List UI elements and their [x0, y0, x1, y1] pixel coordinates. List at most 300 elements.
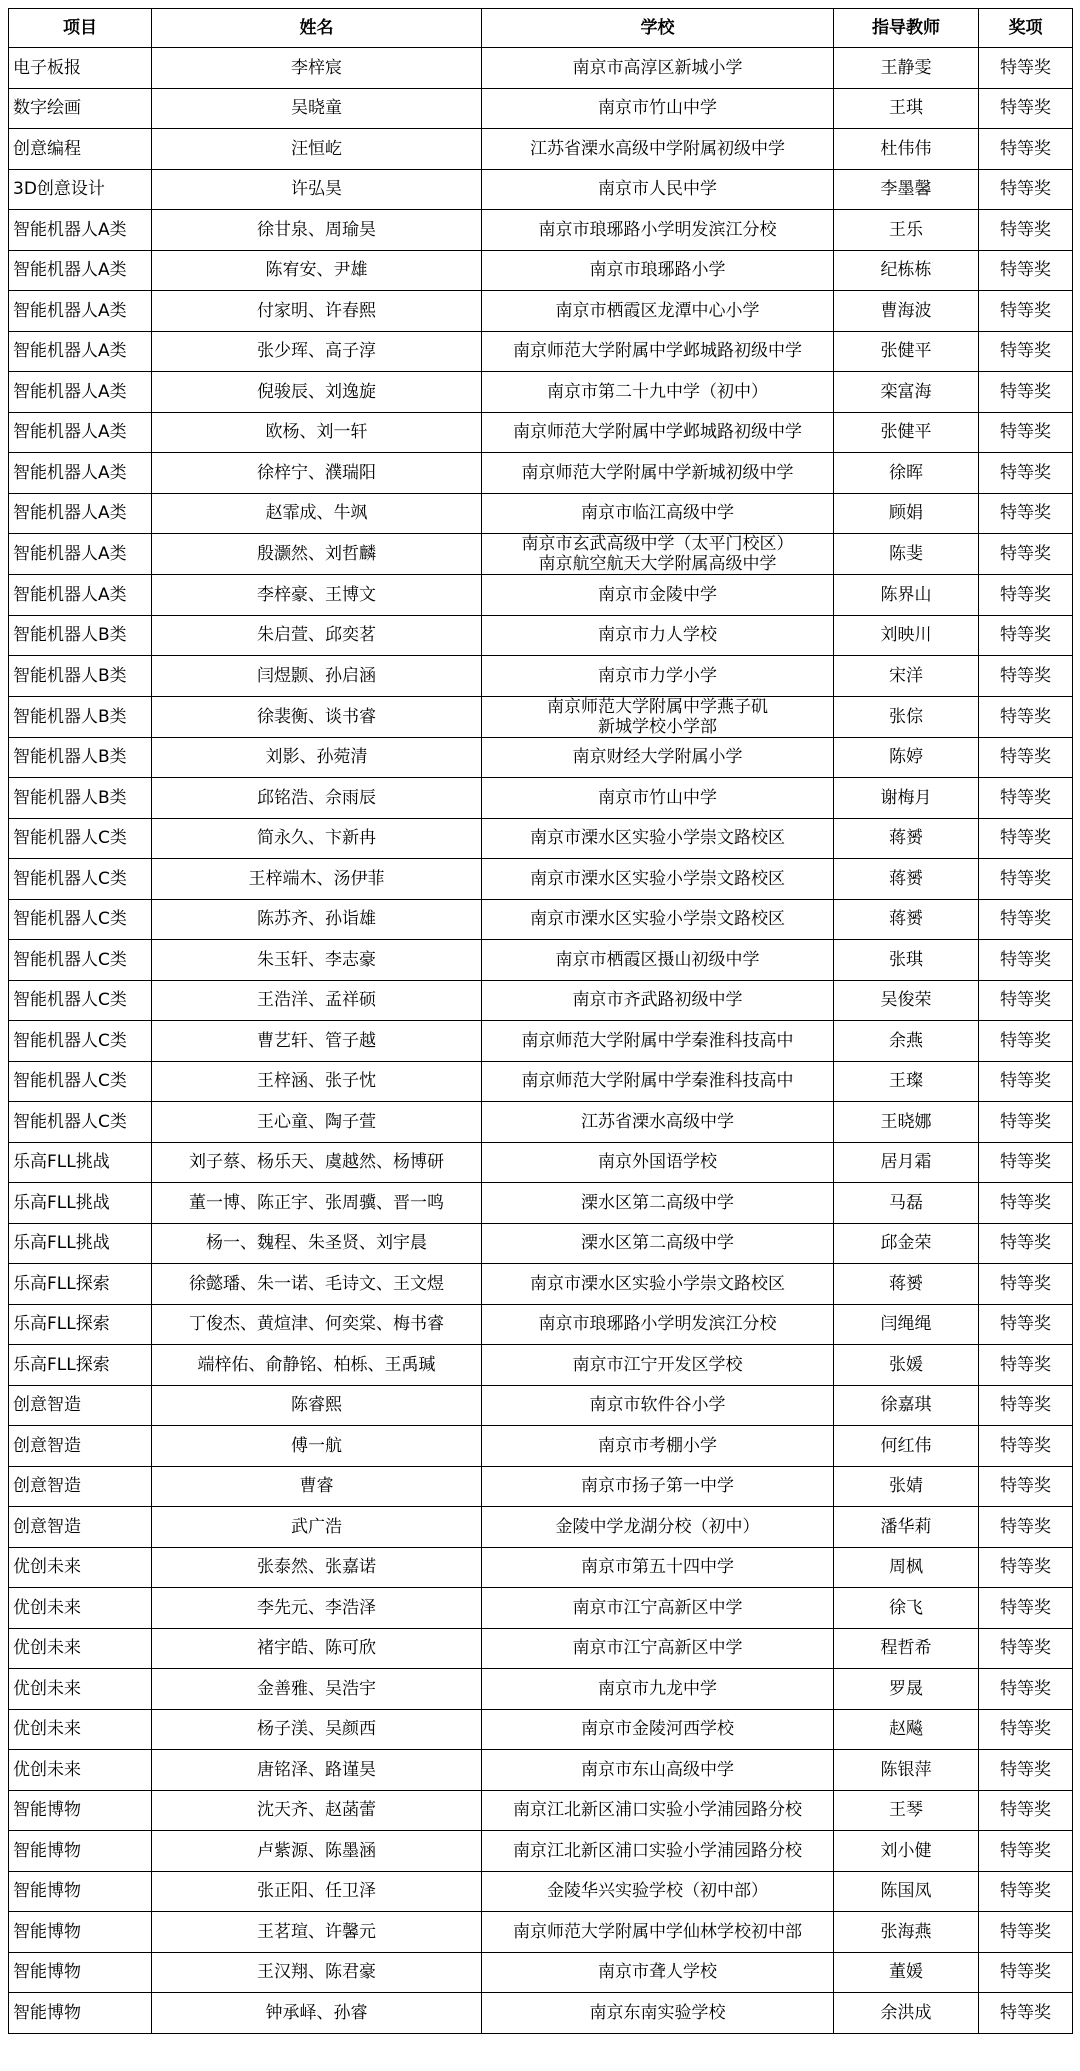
- award-cell: 特等奖: [979, 1466, 1073, 1507]
- name-cell: 邱铭浩、佘雨辰: [152, 778, 482, 819]
- table-row: [9, 1142, 1073, 1183]
- school-cell: 南京市江宁高新区中学: [482, 1628, 834, 1669]
- table-row: [9, 1831, 1073, 1872]
- award-cell: 特等奖: [979, 980, 1073, 1021]
- name-cell: 许弘昊: [152, 169, 482, 210]
- school-cell: 南京师范大学附属中学邺城路初级中学: [482, 412, 834, 453]
- school-cell: 南京市栖霞区摄山初级中学: [482, 940, 834, 981]
- table-row: [9, 453, 1073, 494]
- table-row: [9, 1385, 1073, 1426]
- award-cell: 特等奖: [979, 412, 1073, 453]
- project-cell: 智能机器人C类: [9, 818, 152, 859]
- table-row: [9, 250, 1073, 291]
- school-cell: 溧水区第二高级中学: [482, 1183, 834, 1224]
- award-cell: 特等奖: [979, 250, 1073, 291]
- school-cell: 南京市人民中学: [482, 169, 834, 210]
- project-cell: 智能机器人A类: [9, 453, 152, 494]
- school-cell: 南京市临江高级中学: [482, 493, 834, 534]
- name-cell: 金善雅、吴浩宇: [152, 1669, 482, 1710]
- award-cell: 特等奖: [979, 1142, 1073, 1183]
- table-row: [9, 1507, 1073, 1548]
- award-cell: 特等奖: [979, 818, 1073, 859]
- header-teacher: 指导教师: [834, 9, 979, 48]
- name-cell: 陈睿熙: [152, 1385, 482, 1426]
- award-cell: 特等奖: [979, 129, 1073, 170]
- school-cell: 南京市竹山中学: [482, 778, 834, 819]
- teacher-cell: 蒋赟: [834, 818, 979, 859]
- teacher-cell: 徐飞: [834, 1588, 979, 1629]
- school-cell: 南京市九龙中学: [482, 1669, 834, 1710]
- school-cell: 南京师范大学附属中学燕子矶 新城学校小学部: [482, 696, 834, 737]
- table-row: [9, 1264, 1073, 1305]
- award-cell: 特等奖: [979, 1102, 1073, 1143]
- name-cell: 殷灏然、刘哲麟: [152, 534, 482, 575]
- project-cell: 智能机器人A类: [9, 575, 152, 616]
- project-cell: 智能博物: [9, 1912, 152, 1953]
- award-cell: 特等奖: [979, 1790, 1073, 1831]
- name-cell: 武广浩: [152, 1507, 482, 1548]
- award-cell: 特等奖: [979, 575, 1073, 616]
- award-cell: 特等奖: [979, 1750, 1073, 1791]
- school-cell: 溧水区第二高级中学: [482, 1223, 834, 1264]
- project-cell: 数字绘画: [9, 88, 152, 129]
- award-cell: 特等奖: [979, 1669, 1073, 1710]
- table-row: [9, 1345, 1073, 1386]
- project-cell: 优创未来: [9, 1588, 152, 1629]
- teacher-cell: 吴俊荣: [834, 980, 979, 1021]
- table-row: [9, 1304, 1073, 1345]
- award-cell: 特等奖: [979, 859, 1073, 900]
- project-cell: 智能机器人B类: [9, 737, 152, 778]
- school-cell: 南京市力人学校: [482, 615, 834, 656]
- award-cell: 特等奖: [979, 1304, 1073, 1345]
- school-cell: 南京师范大学附属中学新城初级中学: [482, 453, 834, 494]
- name-cell: 徐裴衡、谈书睿: [152, 696, 482, 737]
- table-row: [9, 372, 1073, 413]
- name-cell: 丁俊杰、黄煊津、何奕棠、梅书睿: [152, 1304, 482, 1345]
- award-sheet: [8, 8, 1072, 2034]
- teacher-cell: 蒋赟: [834, 899, 979, 940]
- name-cell: 朱玉轩、李志豪: [152, 940, 482, 981]
- award-cell: 特等奖: [979, 1628, 1073, 1669]
- name-cell: 曹睿: [152, 1466, 482, 1507]
- school-cell: 南京财经大学附属小学: [482, 737, 834, 778]
- header-row: [9, 9, 1073, 48]
- name-cell: 陈苏齐、孙诣雄: [152, 899, 482, 940]
- school-cell: 南京市金陵中学: [482, 575, 834, 616]
- project-cell: 智能机器人B类: [9, 696, 152, 737]
- award-cell: 特等奖: [979, 1021, 1073, 1062]
- award-cell: 特等奖: [979, 1345, 1073, 1386]
- name-cell: 李梓宸: [152, 48, 482, 89]
- table-row: [9, 1993, 1073, 2034]
- name-cell: 简永久、卞新冉: [152, 818, 482, 859]
- name-cell: 李梓豪、王博文: [152, 575, 482, 616]
- project-cell: 智能机器人C类: [9, 899, 152, 940]
- project-cell: 智能机器人C类: [9, 1102, 152, 1143]
- project-cell: 优创未来: [9, 1750, 152, 1791]
- award-cell: 特等奖: [979, 372, 1073, 413]
- name-cell: 张正阳、任卫泽: [152, 1871, 482, 1912]
- school-cell: 南京师范大学附属中学邺城路初级中学: [482, 331, 834, 372]
- name-cell: 刘影、孙菀清: [152, 737, 482, 778]
- school-cell: 南京市溧水区实验小学崇文路校区: [482, 1264, 834, 1305]
- project-cell: 创意编程: [9, 129, 152, 170]
- award-cell: 特等奖: [979, 940, 1073, 981]
- teacher-cell: 赵飚: [834, 1709, 979, 1750]
- table-row: [9, 696, 1073, 737]
- project-cell: 优创未来: [9, 1628, 152, 1669]
- teacher-cell: 张健平: [834, 331, 979, 372]
- project-cell: 乐高FLL挑战: [9, 1142, 152, 1183]
- teacher-cell: 陈界山: [834, 575, 979, 616]
- teacher-cell: 蒋赟: [834, 859, 979, 900]
- name-cell: 王心童、陶子萱: [152, 1102, 482, 1143]
- name-cell: 闫煜颢、孙启涵: [152, 656, 482, 697]
- project-cell: 智能机器人C类: [9, 940, 152, 981]
- school-cell: 南京市软件谷小学: [482, 1385, 834, 1426]
- school-cell: 金陵中学龙湖分校（初中）: [482, 1507, 834, 1548]
- school-cell: 南京市扬子第一中学: [482, 1466, 834, 1507]
- teacher-cell: 陈婷: [834, 737, 979, 778]
- header-award: 奖项: [979, 9, 1073, 48]
- table-row: [9, 291, 1073, 332]
- project-cell: 3D创意设计: [9, 169, 152, 210]
- teacher-cell: 徐嘉琪: [834, 1385, 979, 1426]
- teacher-cell: 张健平: [834, 412, 979, 453]
- project-cell: 智能博物: [9, 1831, 152, 1872]
- name-cell: 张泰然、张嘉诺: [152, 1547, 482, 1588]
- school-cell: 南京江北新区浦口实验小学浦园路分校: [482, 1831, 834, 1872]
- name-cell: 钟承峄、孙睿: [152, 1993, 482, 2034]
- name-cell: 褚宇皓、陈可欣: [152, 1628, 482, 1669]
- teacher-cell: 王琪: [834, 88, 979, 129]
- table-row: [9, 818, 1073, 859]
- teacher-cell: 张媛: [834, 1345, 979, 1386]
- school-cell: 南京市溧水区实验小学崇文路校区: [482, 818, 834, 859]
- teacher-cell: 马磊: [834, 1183, 979, 1224]
- award-cell: 特等奖: [979, 534, 1073, 575]
- name-cell: 王梓端木、汤伊菲: [152, 859, 482, 900]
- name-cell: 唐铭泽、路谨昊: [152, 1750, 482, 1791]
- award-cell: 特等奖: [979, 656, 1073, 697]
- table-row: [9, 1102, 1073, 1143]
- school-cell: 南京师范大学附属中学秦淮科技高中: [482, 1061, 834, 1102]
- teacher-cell: 居月霜: [834, 1142, 979, 1183]
- project-cell: 智能机器人A类: [9, 412, 152, 453]
- name-cell: 沈天齐、赵菡蕾: [152, 1790, 482, 1831]
- project-cell: 智能博物: [9, 1952, 152, 1993]
- school-cell: 南京江北新区浦口实验小学浦园路分校: [482, 1790, 834, 1831]
- name-cell: 徐懿璠、朱一诺、毛诗文、王文煜: [152, 1264, 482, 1305]
- school-cell: 南京市聋人学校: [482, 1952, 834, 1993]
- award-cell: 特等奖: [979, 1952, 1073, 1993]
- table-row: [9, 575, 1073, 616]
- project-cell: 创意智造: [9, 1466, 152, 1507]
- name-cell: 朱启萱、邱奕茗: [152, 615, 482, 656]
- award-cell: 特等奖: [979, 737, 1073, 778]
- teacher-cell: 王璨: [834, 1061, 979, 1102]
- project-cell: 优创未来: [9, 1669, 152, 1710]
- name-cell: 傅一航: [152, 1426, 482, 1467]
- teacher-cell: 余燕: [834, 1021, 979, 1062]
- header-project: 项目: [9, 9, 152, 48]
- project-cell: 智能博物: [9, 1790, 152, 1831]
- name-cell: 张少珲、高子淳: [152, 331, 482, 372]
- project-cell: 优创未来: [9, 1547, 152, 1588]
- project-cell: 智能机器人A类: [9, 372, 152, 413]
- school-cell: 南京师范大学附属中学仙林学校初中部: [482, 1912, 834, 1953]
- name-cell: 赵霏成、牛飒: [152, 493, 482, 534]
- award-cell: 特等奖: [979, 1831, 1073, 1872]
- award-cell: 特等奖: [979, 210, 1073, 251]
- teacher-cell: 栾富海: [834, 372, 979, 413]
- table-row: [9, 1061, 1073, 1102]
- project-cell: 乐高FLL探索: [9, 1345, 152, 1386]
- name-cell: 汪恒屹: [152, 129, 482, 170]
- table-row: [9, 1021, 1073, 1062]
- school-cell: 南京外国语学校: [482, 1142, 834, 1183]
- school-cell: 南京市栖霞区龙潭中心小学: [482, 291, 834, 332]
- school-cell: 江苏省溧水高级中学附属初级中学: [482, 129, 834, 170]
- teacher-cell: 刘映川: [834, 615, 979, 656]
- award-cell: 特等奖: [979, 1385, 1073, 1426]
- project-cell: 乐高FLL挑战: [9, 1183, 152, 1224]
- teacher-cell: 宋洋: [834, 656, 979, 697]
- name-cell: 董一博、陈正宇、张周骥、晋一鸣: [152, 1183, 482, 1224]
- table-row: [9, 1588, 1073, 1629]
- award-cell: 特等奖: [979, 169, 1073, 210]
- teacher-cell: 谢梅月: [834, 778, 979, 819]
- teacher-cell: 董媛: [834, 1952, 979, 1993]
- teacher-cell: 曹海波: [834, 291, 979, 332]
- teacher-cell: 李墨馨: [834, 169, 979, 210]
- project-cell: 智能机器人A类: [9, 210, 152, 251]
- school-cell: 南京市东山高级中学: [482, 1750, 834, 1791]
- teacher-cell: 蒋赟: [834, 1264, 979, 1305]
- project-cell: 智能机器人C类: [9, 1061, 152, 1102]
- award-cell: 特等奖: [979, 1912, 1073, 1953]
- table-row: [9, 169, 1073, 210]
- teacher-cell: 闫绳绳: [834, 1304, 979, 1345]
- school-cell: 南京市琅琊路小学: [482, 250, 834, 291]
- table-row: [9, 1709, 1073, 1750]
- teacher-cell: 余洪成: [834, 1993, 979, 2034]
- table-row: [9, 493, 1073, 534]
- teacher-cell: 陈国凤: [834, 1871, 979, 1912]
- teacher-cell: 杜伟伟: [834, 129, 979, 170]
- teacher-cell: 周枫: [834, 1547, 979, 1588]
- table-row: [9, 980, 1073, 1021]
- award-cell: 特等奖: [979, 1426, 1073, 1467]
- school-cell: 南京市溧水区实验小学崇文路校区: [482, 859, 834, 900]
- name-cell: 杨一、魏程、朱圣贤、刘宇晨: [152, 1223, 482, 1264]
- teacher-cell: 王乐: [834, 210, 979, 251]
- teacher-cell: 王晓娜: [834, 1102, 979, 1143]
- teacher-cell: 王静雯: [834, 48, 979, 89]
- table-row: [9, 129, 1073, 170]
- award-cell: 特等奖: [979, 1588, 1073, 1629]
- table-row: [9, 1183, 1073, 1224]
- school-cell: 江苏省溧水高级中学: [482, 1102, 834, 1143]
- table-row: [9, 48, 1073, 89]
- project-cell: 乐高FLL探索: [9, 1264, 152, 1305]
- table-row: [9, 534, 1073, 575]
- teacher-cell: 顾娟: [834, 493, 979, 534]
- project-cell: 智能机器人C类: [9, 859, 152, 900]
- table-row: [9, 1750, 1073, 1791]
- table-row: [9, 899, 1073, 940]
- name-cell: 徐梓宁、濮瑞阳: [152, 453, 482, 494]
- table-row: [9, 1426, 1073, 1467]
- name-cell: 徐甘泉、周瑜昊: [152, 210, 482, 251]
- table-row: [9, 1223, 1073, 1264]
- project-cell: 乐高FLL挑战: [9, 1223, 152, 1264]
- name-cell: 李先元、李浩泽: [152, 1588, 482, 1629]
- table-row: [9, 615, 1073, 656]
- name-cell: 陈宥安、尹雄: [152, 250, 482, 291]
- table-row: [9, 1628, 1073, 1669]
- school-cell: 南京市齐武路初级中学: [482, 980, 834, 1021]
- school-cell: 南京市琅琊路小学明发滨江分校: [482, 1304, 834, 1345]
- teacher-cell: 张倧: [834, 696, 979, 737]
- name-cell: 杨子渼、吴颜西: [152, 1709, 482, 1750]
- school-cell: 南京市琅琊路小学明发滨江分校: [482, 210, 834, 251]
- teacher-cell: 纪栋栋: [834, 250, 979, 291]
- award-cell: 特等奖: [979, 899, 1073, 940]
- table-row: [9, 778, 1073, 819]
- project-cell: 智能机器人A类: [9, 331, 152, 372]
- teacher-cell: 张婧: [834, 1466, 979, 1507]
- project-cell: 优创未来: [9, 1709, 152, 1750]
- name-cell: 王汉翔、陈君豪: [152, 1952, 482, 1993]
- award-cell: 特等奖: [979, 291, 1073, 332]
- header-name: 姓名: [152, 9, 482, 48]
- award-cell: 特等奖: [979, 1709, 1073, 1750]
- teacher-cell: 邱金荣: [834, 1223, 979, 1264]
- table-row: [9, 1912, 1073, 1953]
- award-table: [8, 8, 1073, 2034]
- teacher-cell: 罗晟: [834, 1669, 979, 1710]
- project-cell: 智能机器人B类: [9, 656, 152, 697]
- school-cell: 南京市考棚小学: [482, 1426, 834, 1467]
- teacher-cell: 何红伟: [834, 1426, 979, 1467]
- award-cell: 特等奖: [979, 453, 1073, 494]
- project-cell: 创意智造: [9, 1507, 152, 1548]
- name-cell: 吴晓童: [152, 88, 482, 129]
- header-school: 学校: [482, 9, 834, 48]
- school-cell: 南京市江宁高新区中学: [482, 1588, 834, 1629]
- teacher-cell: 陈斐: [834, 534, 979, 575]
- table-row: [9, 1790, 1073, 1831]
- school-cell: 南京市江宁开发区学校: [482, 1345, 834, 1386]
- name-cell: 王梓涵、张子忱: [152, 1061, 482, 1102]
- award-cell: 特等奖: [979, 615, 1073, 656]
- award-cell: 特等奖: [979, 331, 1073, 372]
- table-row: [9, 656, 1073, 697]
- award-cell: 特等奖: [979, 1223, 1073, 1264]
- project-cell: 智能博物: [9, 1993, 152, 2034]
- table-row: [9, 940, 1073, 981]
- project-cell: 乐高FLL探索: [9, 1304, 152, 1345]
- table-row: [9, 210, 1073, 251]
- table-row: [9, 1871, 1073, 1912]
- project-cell: 智能机器人A类: [9, 250, 152, 291]
- award-cell: 特等奖: [979, 1993, 1073, 2034]
- name-cell: 王浩洋、孟祥硕: [152, 980, 482, 1021]
- name-cell: 欧杨、刘一轩: [152, 412, 482, 453]
- award-cell: 特等奖: [979, 1264, 1073, 1305]
- school-cell: 南京市高淳区新城小学: [482, 48, 834, 89]
- award-cell: 特等奖: [979, 88, 1073, 129]
- teacher-cell: 徐晖: [834, 453, 979, 494]
- award-cell: 特等奖: [979, 696, 1073, 737]
- name-cell: 端梓佑、俞静铭、柏栎、王禹瑊: [152, 1345, 482, 1386]
- name-cell: 付家明、许春熙: [152, 291, 482, 332]
- award-cell: 特等奖: [979, 1871, 1073, 1912]
- project-cell: 智能机器人B类: [9, 778, 152, 819]
- project-cell: 智能博物: [9, 1871, 152, 1912]
- teacher-cell: 王琴: [834, 1790, 979, 1831]
- name-cell: 卢紫源、陈墨涵: [152, 1831, 482, 1872]
- school-cell: 南京市溧水区实验小学崇文路校区: [482, 899, 834, 940]
- award-cell: 特等奖: [979, 1547, 1073, 1588]
- project-cell: 智能机器人A类: [9, 493, 152, 534]
- school-cell: 南京师范大学附属中学秦淮科技高中: [482, 1021, 834, 1062]
- teacher-cell: 陈银萍: [834, 1750, 979, 1791]
- school-cell: 金陵华兴实验学校（初中部）: [482, 1871, 834, 1912]
- school-cell: 南京市第五十四中学: [482, 1547, 834, 1588]
- table-row: [9, 1669, 1073, 1710]
- project-cell: 智能机器人A类: [9, 291, 152, 332]
- teacher-cell: 程哲希: [834, 1628, 979, 1669]
- project-cell: 创意智造: [9, 1426, 152, 1467]
- table-row: [9, 1952, 1073, 1993]
- table-row: [9, 412, 1073, 453]
- project-cell: 智能机器人C类: [9, 1021, 152, 1062]
- table-row: [9, 1466, 1073, 1507]
- project-cell: 智能机器人B类: [9, 615, 152, 656]
- school-cell: 南京市力学小学: [482, 656, 834, 697]
- teacher-cell: 刘小健: [834, 1831, 979, 1872]
- name-cell: 倪骏辰、刘逸旋: [152, 372, 482, 413]
- table-row: [9, 331, 1073, 372]
- teacher-cell: 张海燕: [834, 1912, 979, 1953]
- school-cell: 南京市金陵河西学校: [482, 1709, 834, 1750]
- name-cell: 刘子蔡、杨乐天、虞越然、杨博研: [152, 1142, 482, 1183]
- school-cell: 南京市竹山中学: [482, 88, 834, 129]
- teacher-cell: 潘华莉: [834, 1507, 979, 1548]
- award-cell: 特等奖: [979, 1061, 1073, 1102]
- school-cell: 南京市第二十九中学（初中）: [482, 372, 834, 413]
- project-cell: 智能机器人A类: [9, 534, 152, 575]
- table-row: [9, 737, 1073, 778]
- school-cell: 南京东南实验学校: [482, 1993, 834, 2034]
- table-row: [9, 859, 1073, 900]
- award-cell: 特等奖: [979, 493, 1073, 534]
- teacher-cell: 张琪: [834, 940, 979, 981]
- project-cell: 智能机器人C类: [9, 980, 152, 1021]
- name-cell: 曹艺轩、管子越: [152, 1021, 482, 1062]
- project-cell: 创意智造: [9, 1385, 152, 1426]
- table-row: [9, 1547, 1073, 1588]
- award-cell: 特等奖: [979, 778, 1073, 819]
- award-cell: 特等奖: [979, 1183, 1073, 1224]
- table-row: [9, 88, 1073, 129]
- name-cell: 王茗瑄、许馨元: [152, 1912, 482, 1953]
- project-cell: 电子板报: [9, 48, 152, 89]
- award-cell: 特等奖: [979, 1507, 1073, 1548]
